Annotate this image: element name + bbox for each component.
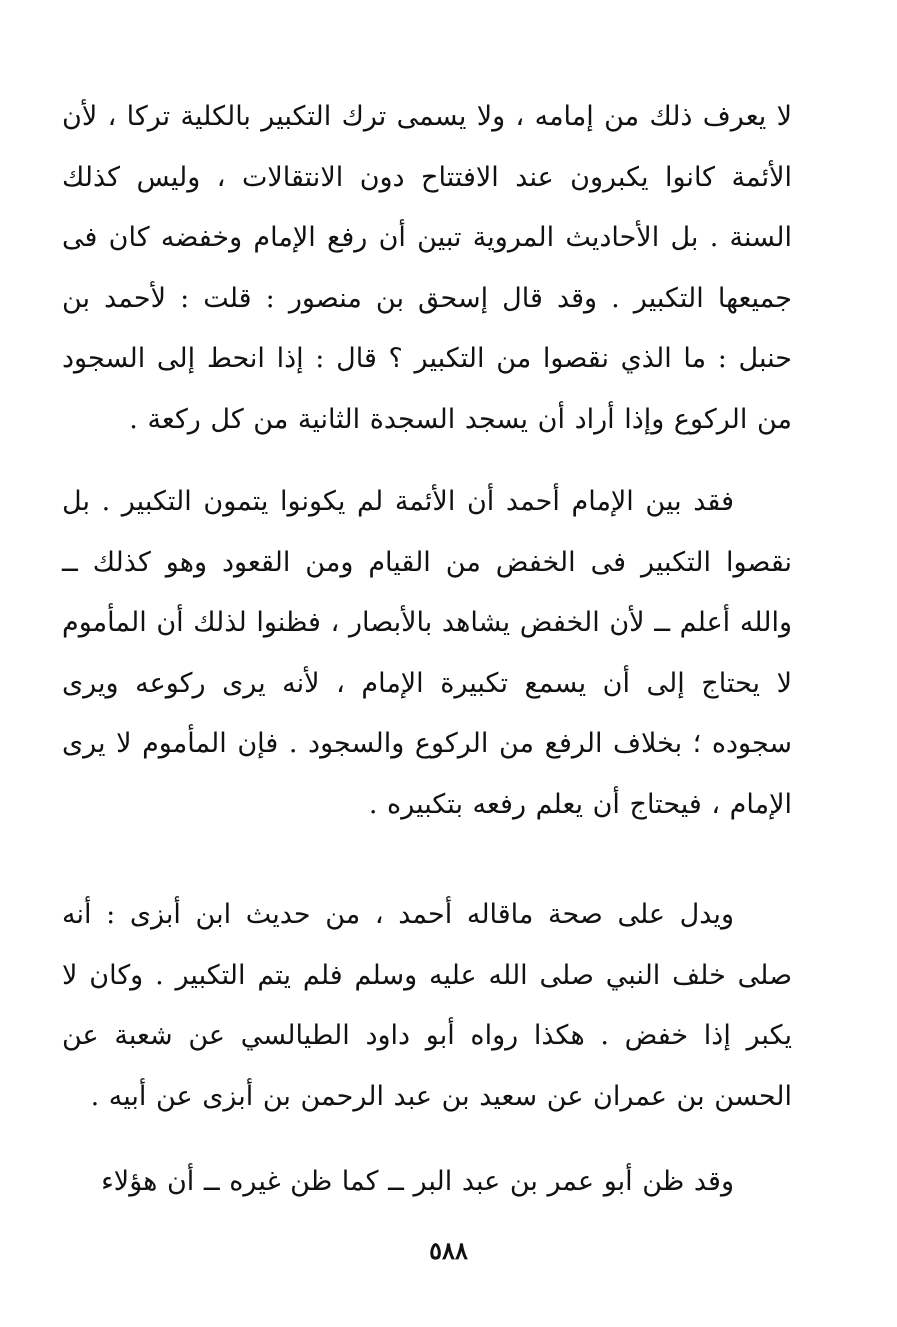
page-number: ٥٨٨ <box>429 1236 468 1265</box>
paragraph-1: لا يعرف ذلك من إمامه ، ولا يسمى ترك التكبير بالكلية تركا ، لأن الأئمة كانوا يكبرون عند الافتتاح دون الانتقالات ، وليس كذلك السنة . بل الأحاديث المروية تبين أن رفع الإمام وخفضه كان فى جميعها التكبير . وقد قال إسحق بن منصور : قلت : لأحمد بن حنبل : ما الذي نقصوا من التكبير ؟ قال : إذا انحط إلى السجود من الركوع وإذا أراد أن يسجد السجدة الثانية من كل ركعة . <box>62 101 792 435</box>
paragraph-3: ويدل على صحة ماقاله أحمد ، من حديث ابن أبزى : أنه صلى خلف النبي صلى الله عليه وسلم فلم يتم التكبير . وكان لا يكبر إذا خفض . هكذا رواه أبو داود الطيالسي عن شعبة عن الحسن بن عمران عن سعيد بن عبد الرحمن بن أبزى عن أبيه . <box>62 899 792 1112</box>
paragraph-4: وقد ظن أبو عمر بن عبد البر ــ كما ظن غيره ــ أن هؤلاء <box>101 1166 734 1197</box>
paragraph-2: فقد بين الإمام أحمد أن الأئمة لم يكونوا يتمون التكبير . بل نقصوا التكبير فى الخفض من القيام ومن القعود وهو كذلك ــ والله أعلم ــ لأن الخفض يشاهد بالأبصار ، فظنوا لذلك أن المأموم لا يحتاج إلى أن يسمع تكبيرة الإمام ، لأنه يرى ركوعه ويرى سجوده ؛ بخلاف الرفع من الركوع والسجود . فإن المأموم لا يرى الإمام ، فيحتاج أن يعلم رفعه بتكبيره . <box>62 486 792 820</box>
